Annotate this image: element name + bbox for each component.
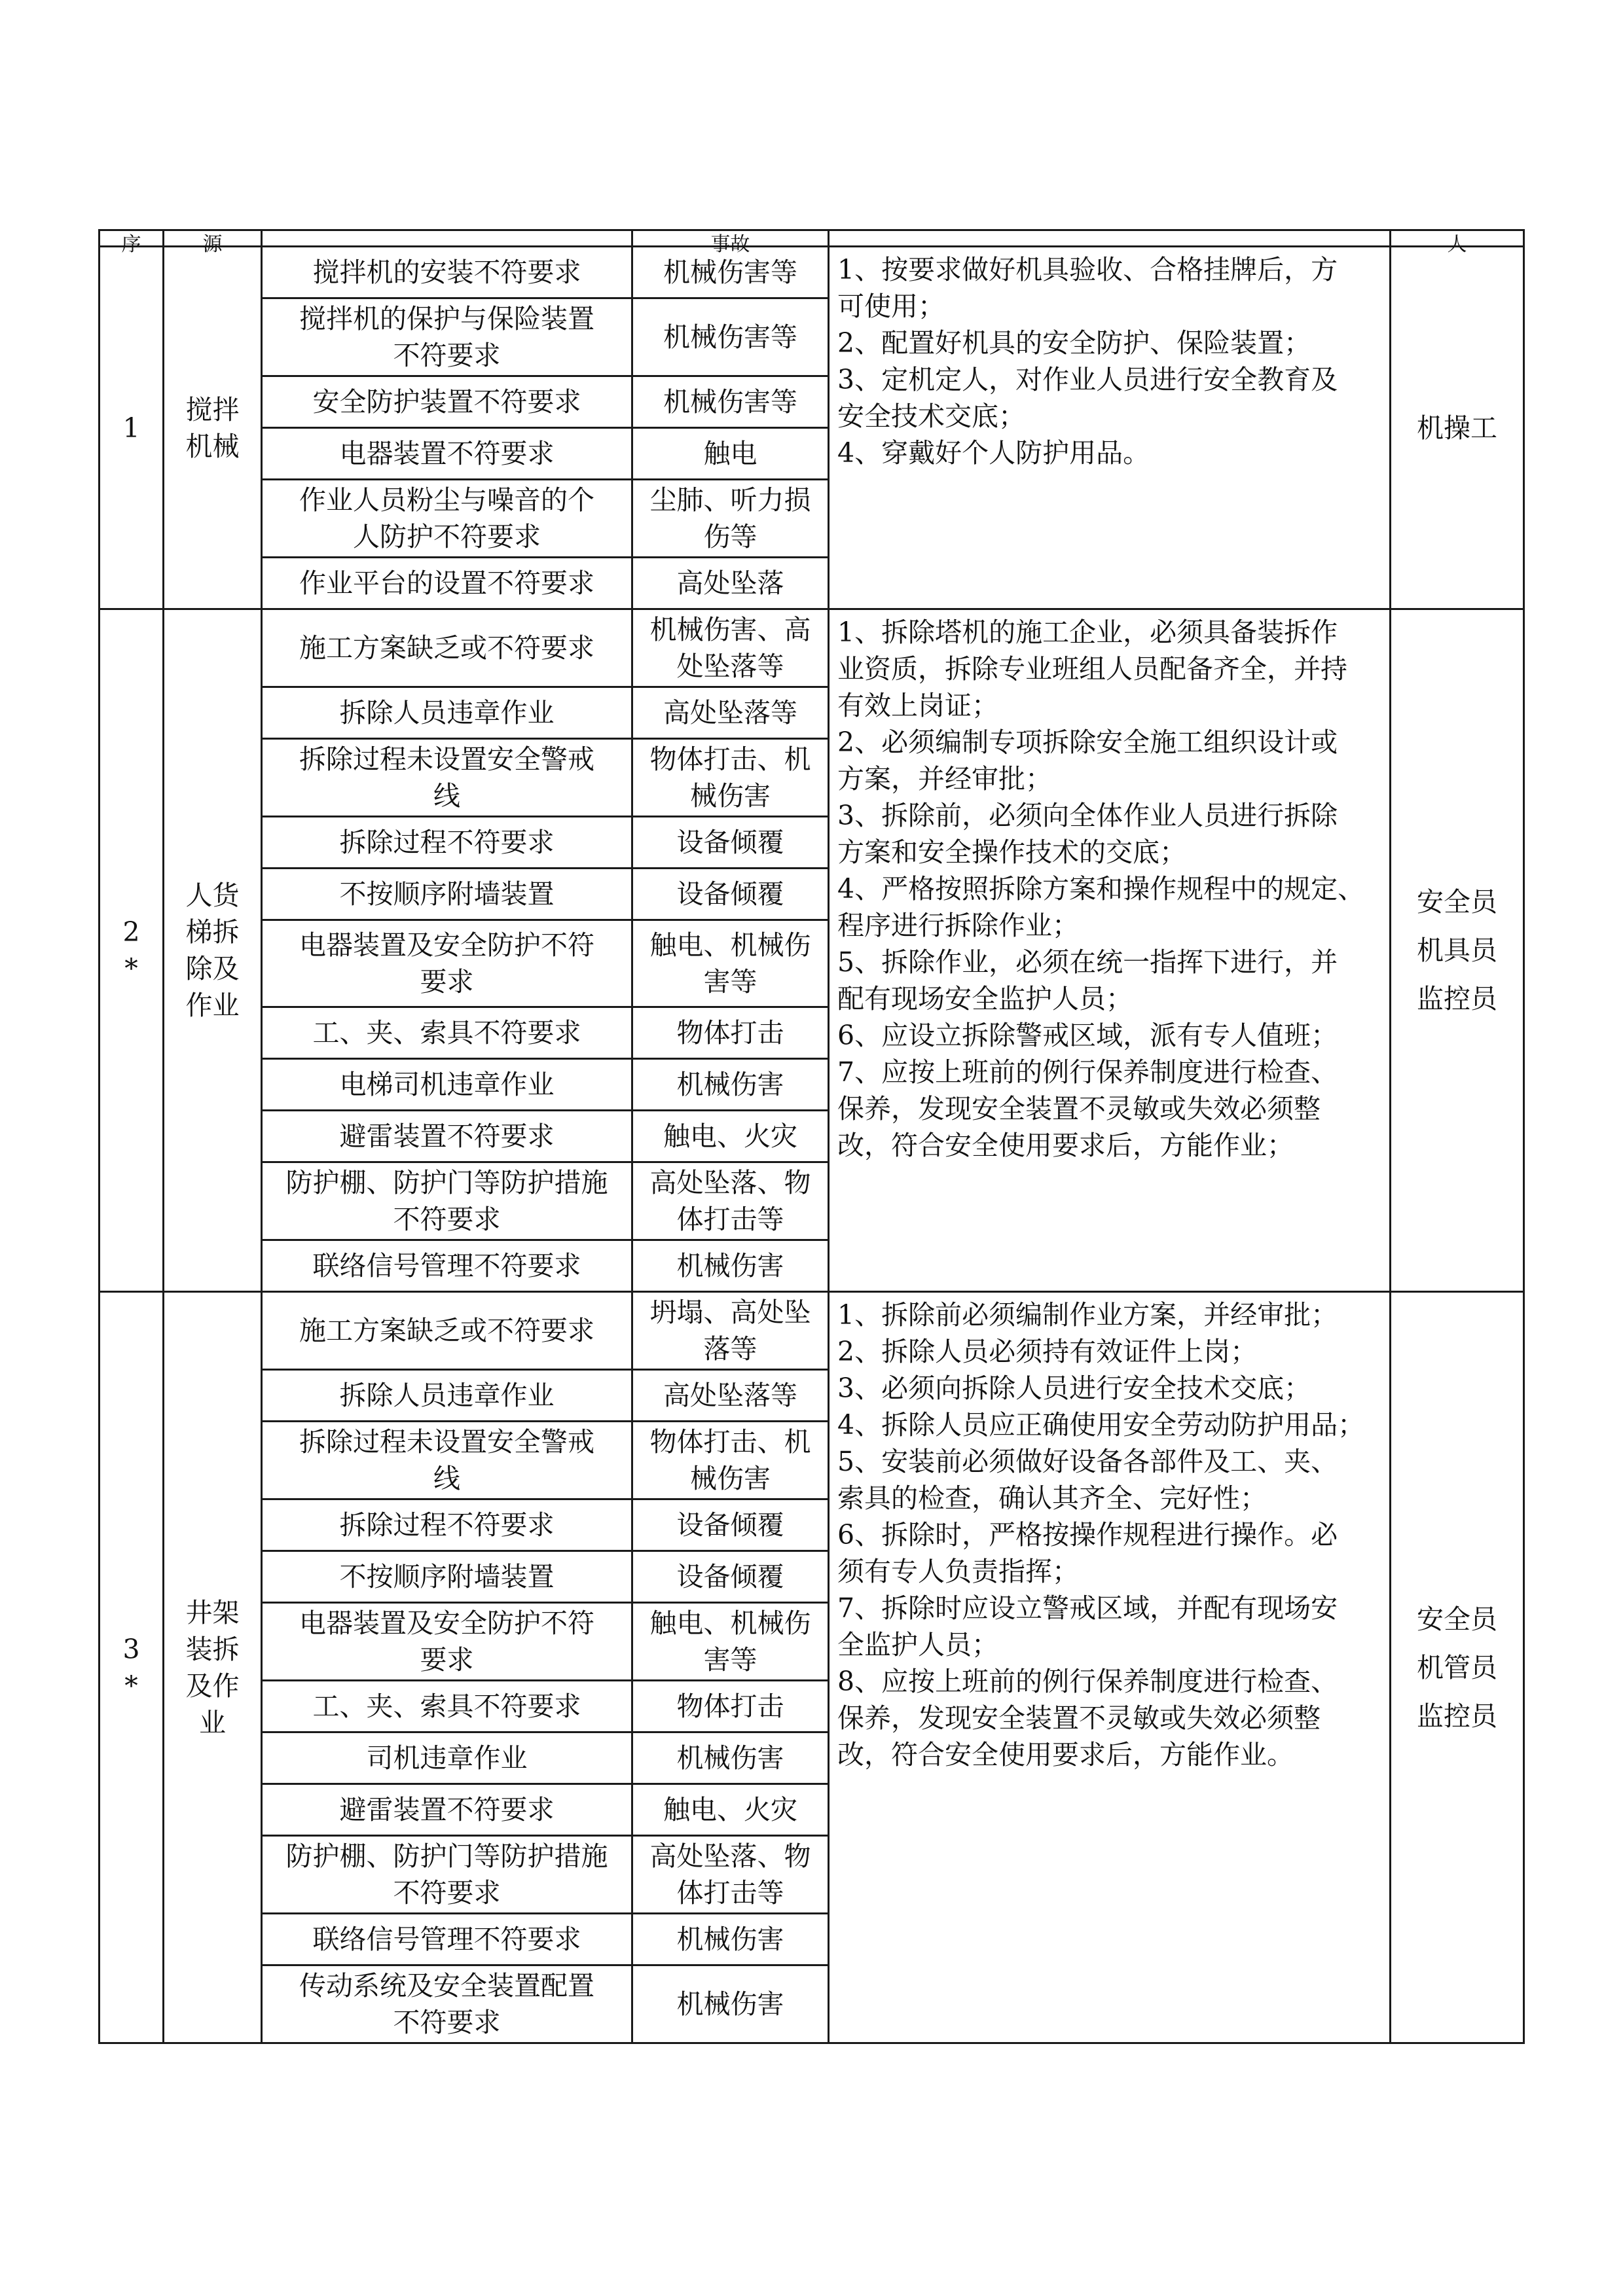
section-number-cell <box>100 609 164 1292</box>
possible-accident-cell <box>632 480 829 558</box>
possible-accident-cell <box>632 609 829 687</box>
possible-accident-cell <box>632 298 829 376</box>
possible-accident-cell <box>632 1914 829 1965</box>
hazard-source-text: 搅拌 <box>185 393 240 425</box>
possible-accident-text: 触电、机械伤 <box>649 1607 811 1639</box>
possible-accident-text: 物体打击、机 <box>649 1426 811 1458</box>
hazard-factor-text: 不按顺序附墙装置 <box>339 1561 555 1592</box>
control-measure-line: 保养，发现安全装置不灵敏或失效必须整 <box>837 1702 1321 1734</box>
possible-accident-cell <box>632 920 829 1007</box>
hazard-factor-cell <box>262 298 632 376</box>
control-measure-line: 5、安装前必须做好设备各部件及工、夹、 <box>837 1446 1338 1477</box>
possible-accident-text: 机械伤害 <box>676 1069 784 1100</box>
possible-accident-text: 机械伤害等 <box>663 386 797 418</box>
control-measure-line: 3、必须向拆除人员进行安全技术交底； <box>837 1372 1311 1404</box>
control-measure-line: 1、按要求做好机具验收、合格挂牌后，方 <box>837 254 1338 285</box>
header-hazard-cell <box>262 230 632 247</box>
possible-accident-text: 触电、火灾 <box>663 1794 797 1825</box>
header-accident-cell <box>632 230 829 256</box>
section-number-text: * <box>124 953 138 984</box>
hazard-source-text: 业 <box>199 1706 226 1738</box>
hazard-factor-cell <box>262 428 632 480</box>
possible-accident-cell <box>632 428 829 480</box>
possible-accident-cell <box>632 1784 829 1836</box>
possible-accident-text: 体打击等 <box>676 1877 784 1909</box>
hazard-factor-text: 作业人员粉尘与噪音的个 <box>299 484 594 516</box>
header-no-cell <box>100 230 164 256</box>
hazard-factor-cell <box>262 1603 632 1681</box>
possible-accident-text: 害等 <box>703 966 757 997</box>
hazard-factor-cell <box>262 558 632 609</box>
hazard-factor-cell <box>262 1499 632 1551</box>
hazard-factor-text: 司机违章作业 <box>366 1742 528 1774</box>
hazard-factor-text: 电梯司机违章作业 <box>339 1069 555 1100</box>
possible-accident-text: 触电、火灾 <box>663 1121 797 1152</box>
header-name-text: 源 <box>202 233 223 256</box>
header-resp-text: 人 <box>1447 233 1467 256</box>
hazard-factor-text: 搅拌机的保护与保险装置 <box>299 303 594 334</box>
hazard-source-cell <box>164 1292 262 2043</box>
hazard-factor-cell <box>262 1732 632 1784</box>
hazard-factor-cell <box>262 609 632 687</box>
hazard-source-text: 及作 <box>185 1670 240 1702</box>
hazard-source-text: 梯拆 <box>185 916 240 948</box>
hazard-factor-cell <box>262 1965 632 2043</box>
control-measure-line: 有效上岗证； <box>837 690 998 721</box>
hazard-factor-text: 联络信号管理不符要求 <box>312 1250 581 1282</box>
hazard-factor-text: 施工方案缺乏或不符要求 <box>299 632 594 664</box>
table-wrapper <box>98 229 1523 2066</box>
hazard-factor-text: 拆除过程不符要求 <box>339 1509 555 1541</box>
responsible-person-cell <box>1391 247 1524 609</box>
possible-accident-cell <box>632 739 829 817</box>
possible-accident-text: 物体打击、机 <box>649 744 811 775</box>
table-row <box>100 1292 1524 1370</box>
hazard-factor-text: 线 <box>433 780 460 812</box>
hazard-factor-cell <box>262 1370 632 1422</box>
possible-accident-text: 械伤害 <box>690 1463 771 1494</box>
possible-accident-cell <box>632 1603 829 1681</box>
hazard-source-cell <box>164 609 262 1292</box>
responsible-person-text: 安全员 <box>1417 1603 1497 1635</box>
control-measure-line: 索具的检查，确认其齐全、完好性； <box>837 1482 1267 1514</box>
possible-accident-cell <box>632 1551 829 1603</box>
hazard-factor-text: 电器装置及安全防护不符 <box>299 929 594 961</box>
possible-accident-text: 触电、机械伤 <box>649 929 811 961</box>
possible-accident-cell <box>632 1111 829 1162</box>
section-number-text: 1 <box>122 412 140 444</box>
responsible-person-text: 监控员 <box>1417 1700 1497 1732</box>
possible-accident-cell <box>632 1007 829 1059</box>
possible-accident-text: 高处坠落、物 <box>649 1840 811 1872</box>
hazard-table <box>98 229 1525 2044</box>
possible-accident-cell <box>632 1965 829 2043</box>
possible-accident-text: 机械伤害等 <box>663 321 797 353</box>
hazard-factor-text: 防护棚、防护门等防护措施 <box>285 1167 608 1198</box>
control-measure-line: 1、拆除前必须编制作业方案，并经审批； <box>837 1299 1338 1331</box>
possible-accident-text: 机械伤害 <box>676 1924 784 1955</box>
hazard-factor-text: 不按顺序附墙装置 <box>339 878 555 910</box>
hazard-factor-cell <box>262 1007 632 1059</box>
control-measure-line: 可使用； <box>837 291 945 322</box>
hazard-table-body <box>100 230 1524 2043</box>
hazard-factor-cell <box>262 817 632 869</box>
hazard-factor-cell <box>262 920 632 1007</box>
hazard-factor-cell <box>262 1059 632 1111</box>
hazard-source-text: 人货 <box>185 880 240 911</box>
table-header-row-fragment <box>100 230 1524 247</box>
possible-accident-text: 物体打击 <box>676 1017 784 1049</box>
section-number-text: * <box>124 1670 138 1702</box>
possible-accident-text: 设备倾覆 <box>676 878 784 910</box>
responsible-person-cell <box>1391 609 1524 1292</box>
header-measures-cell <box>829 230 1391 247</box>
possible-accident-text: 设备倾覆 <box>676 827 784 858</box>
hazard-factor-text: 不符要求 <box>393 1204 501 1235</box>
section-number-text: 2 <box>122 916 140 948</box>
possible-accident-cell <box>632 1732 829 1784</box>
possible-accident-cell <box>632 1292 829 1370</box>
control-measure-line: 7、拆除时应设立警戒区域，并配有现场安 <box>837 1592 1338 1624</box>
hazard-source-text: 作业 <box>185 990 240 1021</box>
hazard-factor-text: 拆除人员违章作业 <box>339 1380 555 1411</box>
hazard-factor-text: 电器装置不符要求 <box>339 438 555 469</box>
hazard-factor-cell <box>262 1422 632 1499</box>
possible-accident-text: 高处坠落、物 <box>649 1167 811 1198</box>
header-resp-cell <box>1391 230 1524 256</box>
possible-accident-cell <box>632 687 829 739</box>
control-measure-line: 改，符合安全使用要求后，方能作业。 <box>837 1739 1294 1770</box>
control-measure-line: 安全技术交底； <box>837 401 1025 432</box>
hazard-factor-text: 要求 <box>420 966 474 997</box>
hazard-factor-cell <box>262 1914 632 1965</box>
responsible-person-text: 机具员 <box>1417 935 1497 966</box>
hazard-factor-text: 不符要求 <box>393 2007 501 2038</box>
header-name-cell <box>164 230 262 256</box>
control-measure-line: 3、拆除前，必须向全体作业人员进行拆除 <box>837 800 1338 831</box>
hazard-factor-text: 电器装置及安全防护不符 <box>299 1607 594 1639</box>
possible-accident-cell <box>632 1836 829 1914</box>
hazard-factor-cell <box>262 1836 632 1914</box>
hazard-factor-text: 人防护不符要求 <box>353 521 541 552</box>
hazard-factor-cell <box>262 1784 632 1836</box>
possible-accident-cell <box>632 1059 829 1111</box>
control-measure-line: 方案和安全操作技术的交底； <box>837 836 1186 868</box>
control-measures-cell <box>829 609 1391 1292</box>
control-measure-line: 保养，发现安全装置不灵敏或失效必须整 <box>837 1093 1321 1124</box>
hazard-factor-cell <box>262 1240 632 1292</box>
control-measure-line: 6、拆除时，严格按操作规程进行操作。必 <box>837 1519 1338 1551</box>
hazard-factor-text: 线 <box>433 1463 460 1494</box>
section-number-cell <box>100 1292 164 2043</box>
possible-accident-text: 械伤害 <box>690 780 771 812</box>
hazard-factor-text: 拆除过程未设置安全警戒 <box>299 744 594 775</box>
hazard-factor-text: 搅拌机的安装不符要求 <box>312 257 581 288</box>
control-measure-line: 程序进行拆除作业； <box>837 910 1079 941</box>
hazard-factor-text: 施工方案缺乏或不符要求 <box>299 1315 594 1346</box>
possible-accident-cell <box>632 247 829 298</box>
control-measure-line: 全监护人员； <box>837 1629 998 1660</box>
hazard-factor-text: 联络信号管理不符要求 <box>312 1924 581 1955</box>
possible-accident-cell <box>632 869 829 920</box>
hazard-factor-cell <box>262 247 632 298</box>
hazard-factor-cell <box>262 1292 632 1370</box>
possible-accident-cell <box>632 558 829 609</box>
hazard-factor-cell <box>262 687 632 739</box>
hazard-factor-text: 作业平台的设置不符要求 <box>299 567 594 599</box>
control-measure-line: 5、拆除作业，必须在统一指挥下进行，并 <box>837 946 1338 978</box>
control-measure-line: 8、应按上班前的例行保养制度进行检查、 <box>837 1666 1338 1697</box>
possible-accident-cell <box>632 1422 829 1499</box>
hazard-source-text: 除及 <box>185 953 240 984</box>
control-measure-line: 方案，并经审批； <box>837 763 1052 795</box>
possible-accident-cell <box>632 1499 829 1551</box>
control-measures-cell <box>829 247 1391 609</box>
control-measure-line: 配有现场安全监护人员； <box>837 983 1133 1014</box>
possible-accident-text: 尘肺、听力损 <box>649 484 811 516</box>
possible-accident-cell <box>632 1370 829 1422</box>
hazard-factor-text: 拆除过程未设置安全警戒 <box>299 1426 594 1458</box>
hazard-factor-text: 防护棚、防护门等防护措施 <box>285 1840 608 1872</box>
possible-accident-text: 落等 <box>703 1333 757 1365</box>
hazard-factor-cell <box>262 739 632 817</box>
table-row <box>100 247 1524 298</box>
responsible-person-text: 机管员 <box>1417 1651 1497 1683</box>
hazard-factor-text: 拆除人员违章作业 <box>339 697 555 728</box>
possible-accident-text: 高处坠落等 <box>663 697 797 728</box>
header-accident-text: 事故 <box>710 233 750 256</box>
hazard-factor-cell <box>262 1111 632 1162</box>
possible-accident-text: 机械伤害 <box>676 1988 784 2020</box>
control-measure-line: 2、拆除人员必须持有效证件上岗； <box>837 1336 1258 1367</box>
hazard-factor-text: 工、夹、索具不符要求 <box>312 1691 581 1722</box>
responsible-person-text: 监控员 <box>1417 983 1497 1014</box>
possible-accident-cell <box>632 1240 829 1292</box>
responsible-person-text: 安全员 <box>1417 886 1497 918</box>
hazard-factor-text: 不符要求 <box>393 340 501 371</box>
control-measure-line: 业资质，拆除专业班组人员配备齐全，并持 <box>837 653 1347 685</box>
section-number-cell <box>100 247 164 609</box>
control-measure-line: 6、应设立拆除警戒区域，派有专人值班； <box>837 1020 1338 1051</box>
possible-accident-text: 体打击等 <box>676 1204 784 1235</box>
possible-accident-text: 处坠落等 <box>676 651 784 682</box>
possible-accident-text: 坍塌、高处坠 <box>649 1297 811 1328</box>
control-measure-line: 7、应按上班前的例行保养制度进行检查、 <box>837 1056 1338 1088</box>
control-measures-cell <box>829 1292 1391 2043</box>
hazard-factor-cell <box>262 1162 632 1240</box>
possible-accident-text: 伤等 <box>703 521 757 552</box>
hazard-source-text: 装拆 <box>185 1633 240 1665</box>
hazard-factor-cell <box>262 480 632 558</box>
possible-accident-text: 机械伤害等 <box>663 257 797 288</box>
hazard-factor-text: 工、夹、索具不符要求 <box>312 1017 581 1049</box>
hazard-factor-cell <box>262 376 632 428</box>
control-measure-line: 4、严格按照拆除方案和操作规程中的规定、 <box>837 873 1365 905</box>
responsible-person-cell <box>1391 1292 1524 2043</box>
possible-accident-text: 高处坠落 <box>676 567 784 599</box>
possible-accident-text: 机械伤害 <box>676 1742 784 1774</box>
hazard-factor-cell <box>262 1551 632 1603</box>
hazard-factor-cell <box>262 1681 632 1732</box>
possible-accident-cell <box>632 376 829 428</box>
responsible-person-text: 机操工 <box>1417 412 1497 444</box>
possible-accident-text: 设备倾覆 <box>676 1509 784 1541</box>
control-measure-line: 改，符合安全使用要求后，方能作业； <box>837 1130 1294 1161</box>
control-measure-line: 4、拆除人员应正确使用安全劳动防护用品； <box>837 1409 1365 1441</box>
possible-accident-cell <box>632 1681 829 1732</box>
possible-accident-text: 害等 <box>703 1644 757 1676</box>
hazard-factor-text: 要求 <box>420 1644 474 1676</box>
hazard-factor-cell <box>262 869 632 920</box>
hazard-factor-text: 安全防护装置不符要求 <box>312 386 581 418</box>
hazard-factor-text: 传动系统及安全装置配置 <box>299 1970 594 2001</box>
section-number-text: 3 <box>122 1633 140 1665</box>
control-measure-line: 2、必须编制专项拆除安全施工组织设计或 <box>837 726 1338 758</box>
possible-accident-text: 触电 <box>703 438 757 469</box>
control-measure-line: 4、穿戴好个人防护用品。 <box>837 437 1150 469</box>
possible-accident-text: 机械伤害、高 <box>649 614 811 645</box>
hazard-factor-text: 不符要求 <box>393 1877 501 1909</box>
hazard-source-cell <box>164 247 262 609</box>
possible-accident-cell <box>632 1162 829 1240</box>
possible-accident-text: 设备倾覆 <box>676 1561 784 1592</box>
possible-accident-text: 高处坠落等 <box>663 1380 797 1411</box>
table-row <box>100 609 1524 687</box>
hazard-source-text: 机械 <box>185 430 240 462</box>
hazard-factor-text: 避雷装置不符要求 <box>339 1121 555 1152</box>
control-measure-line: 须有专人负责指挥； <box>837 1556 1079 1587</box>
control-measure-line: 2、配置好机具的安全防护、保险装置； <box>837 327 1311 359</box>
hazard-factor-text: 拆除过程不符要求 <box>339 827 555 858</box>
header-no-text: 序 <box>121 233 141 256</box>
possible-accident-text: 机械伤害 <box>676 1250 784 1282</box>
hazard-source-text: 井架 <box>185 1596 240 1628</box>
hazard-factor-text: 避雷装置不符要求 <box>339 1794 555 1825</box>
possible-accident-cell <box>632 817 829 869</box>
possible-accident-text: 物体打击 <box>676 1691 784 1722</box>
control-measure-line: 1、拆除塔机的施工企业，必须具备装拆作 <box>837 617 1338 648</box>
control-measure-line: 3、定机定人，对作业人员进行安全教育及 <box>837 364 1338 395</box>
